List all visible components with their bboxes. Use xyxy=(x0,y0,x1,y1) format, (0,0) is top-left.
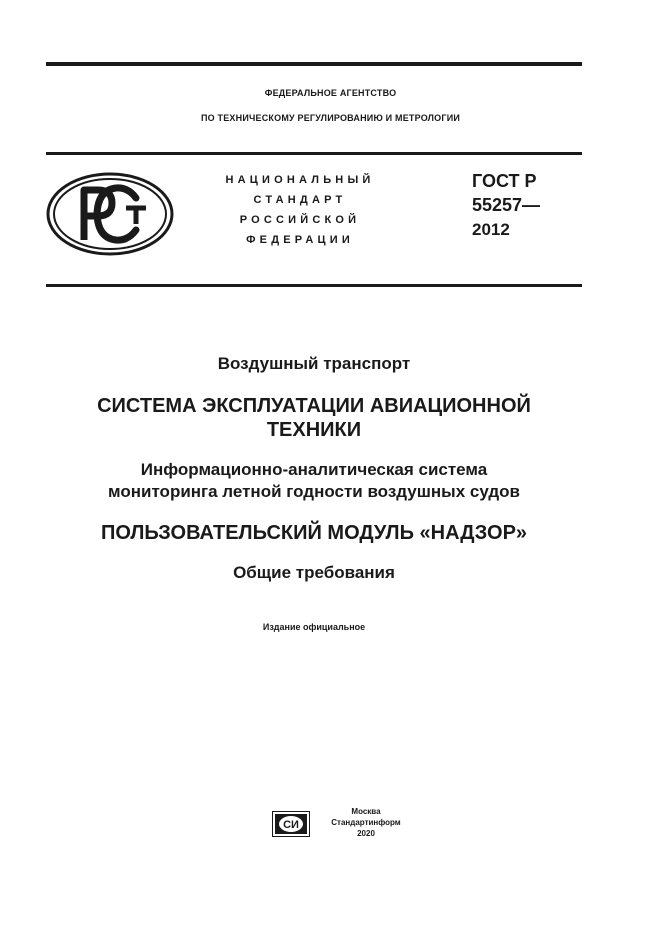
category-title: Воздушный транспорт xyxy=(217,354,411,373)
publisher-name: Стандартинформ xyxy=(331,818,401,827)
main-title-line-1: СИСТЕМА ЭКСПЛУАТАЦИИ АВИАЦИОННОЙ xyxy=(97,395,531,417)
subtitle-line-1: Информационно-аналитическая система xyxy=(140,460,488,479)
subtitle-line-2: мониторинга летной годности воздушных судов xyxy=(108,482,520,501)
national-standard-line-2: СТАНДАРТ xyxy=(253,194,347,206)
gost-designation-line-3: 2012 xyxy=(472,220,510,239)
gost-designation-line-2: 55257— xyxy=(472,195,541,215)
agency-line-1: ФЕДЕРАЛЬНОЕ АГЕНТСТВО xyxy=(264,88,397,98)
edition-note: Издание официальное xyxy=(262,622,366,632)
national-standard-line-4: ФЕДЕРАЦИИ xyxy=(246,234,354,246)
national-standard-line-1: НАЦИОНАЛЬНЫЙ xyxy=(225,174,375,186)
part-title: Общие требования xyxy=(233,563,395,582)
top-rule xyxy=(46,62,582,66)
publisher-city: Москва xyxy=(351,807,381,816)
publisher-logo-icon xyxy=(272,811,310,837)
publisher-year: 2020 xyxy=(357,829,375,838)
masthead-top-rule xyxy=(46,152,582,155)
gost-designation-line-1: ГОСТ Р xyxy=(472,171,537,191)
masthead-bottom-rule xyxy=(46,284,582,287)
main-title-line-2: ТЕХНИКИ xyxy=(266,419,362,441)
agency-line-2: ПО ТЕХНИЧЕСКОМУ РЕГУЛИРОВАНИЮ И МЕТРОЛОГИИ xyxy=(200,113,461,123)
national-standard-line-3: РОССИЙСКОЙ xyxy=(239,214,361,226)
module-title: ПОЛЬЗОВАТЕЛЬСКИЙ МОДУЛЬ «НАДЗОР» xyxy=(100,522,528,544)
rst-mark-icon xyxy=(46,172,174,256)
svg-text:СИ: СИ xyxy=(283,819,299,831)
